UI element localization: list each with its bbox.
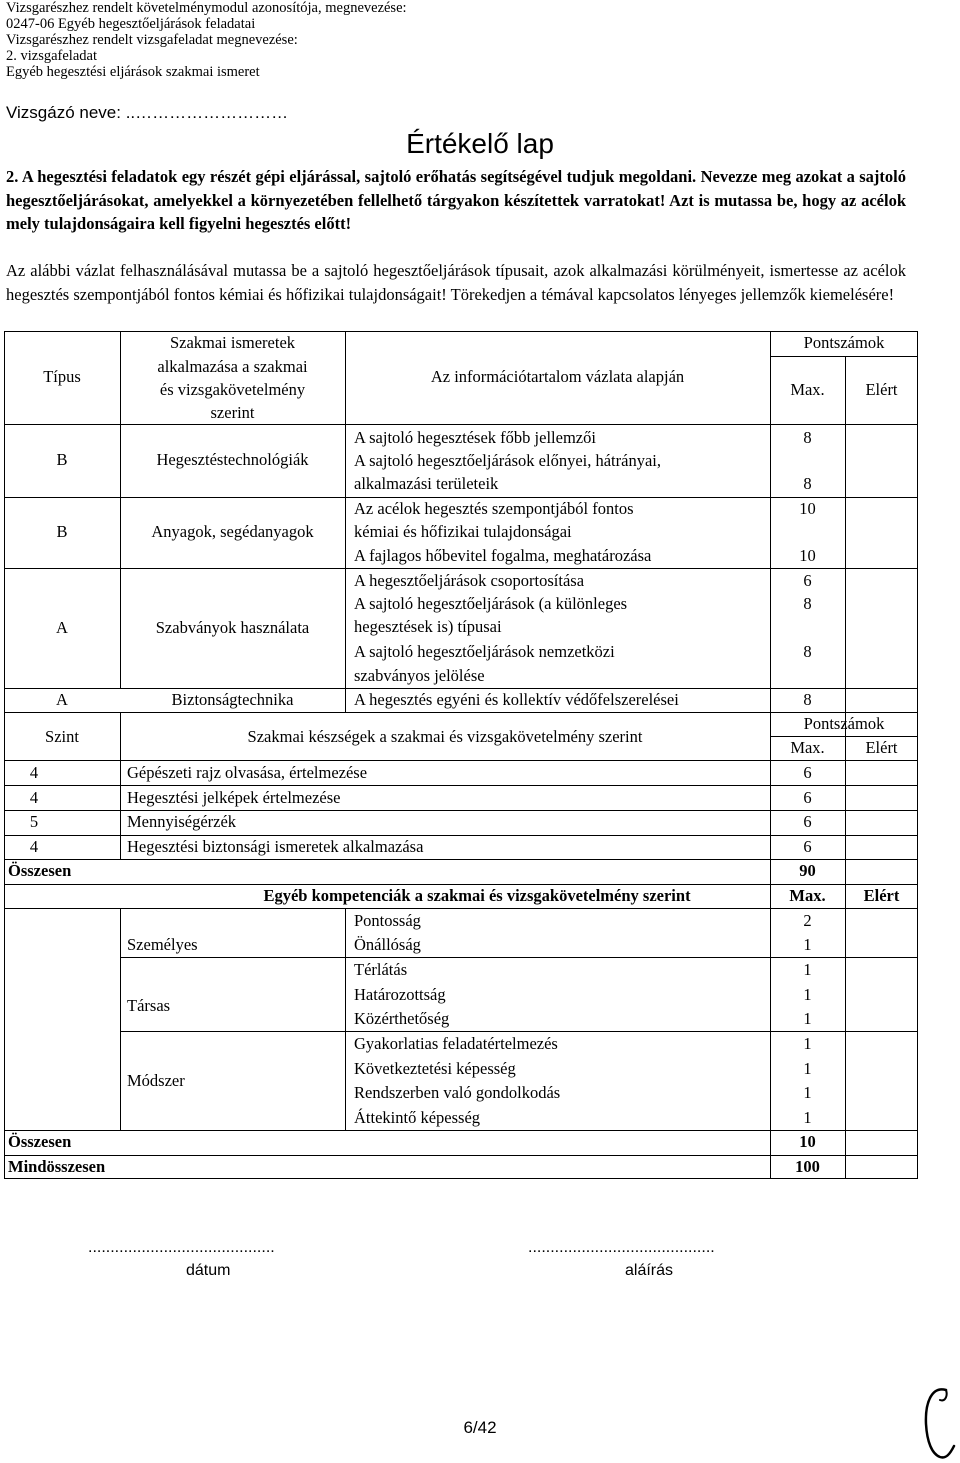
content-cell: kémiai és hőfizikai tulajdonságai: [354, 522, 572, 541]
max-points: 6: [803, 763, 812, 782]
page-number: 6/42: [463, 1418, 497, 1437]
skill-cell: Gépészeti rajz olvasása, értelmezése: [127, 763, 368, 782]
col-header-knowledge: Szakmai ismeretek: [169, 333, 296, 352]
group-method: Módszer: [127, 1071, 185, 1090]
col-header-knowledge: szerint: [210, 403, 255, 422]
max-points: 1: [803, 960, 812, 979]
col-header-points: Pontszámok: [803, 714, 885, 733]
content-cell: A hegesztés egyéni és kollektív védőfelszerelései: [354, 690, 679, 709]
competency-cell: Közérthetőség: [354, 1009, 450, 1028]
header-line: Egyéb hegesztési eljárások szakmai ismeret: [6, 64, 260, 80]
date-dotted-line[interactable]: ..........................................: [88, 1239, 275, 1256]
content-cell: A fajlagos hőbevitel fogalma, meghatározása: [354, 546, 652, 565]
max-points: 6: [803, 788, 812, 807]
header-line: 2. vizsgafeladat: [6, 48, 97, 64]
subtotal-value: 90: [799, 861, 816, 880]
col-header-content: Az információtartalom vázlata alapján: [430, 367, 685, 386]
max-points: 6: [803, 837, 812, 856]
content-cell: Az acélok hegesztés szempontjából fontos: [354, 499, 634, 518]
competency-cell: Gyakorlatias feladatértelmezés: [354, 1034, 558, 1053]
competency-cell: Következtetési képesség: [354, 1059, 516, 1078]
col-header-max: Max.: [790, 738, 825, 757]
max-points: 1: [803, 935, 812, 954]
col-header-points: Pontszámok: [803, 333, 885, 352]
subtotal-value: 10: [799, 1132, 816, 1151]
divider: [770, 356, 918, 357]
max-points: 1: [803, 1034, 812, 1053]
knowledge-cell: Anyagok, segédanyagok: [151, 522, 314, 541]
level-cell: 4: [29, 837, 39, 856]
knowledge-cell: Biztonságtechnika: [171, 690, 294, 709]
max-points: 8: [803, 642, 812, 661]
max-points: 1: [803, 1083, 812, 1102]
signature-label: aláírás: [625, 1262, 674, 1279]
competency-cell: Pontosság: [354, 911, 421, 930]
max-points: 6: [803, 571, 812, 590]
grand-total-value: 100: [795, 1157, 820, 1176]
competency-cell: Áttekintő képesség: [354, 1108, 481, 1127]
content-cell: alkalmazási területeik: [354, 474, 499, 493]
col-header-other-competencies: Egyéb kompetenciák a szakmai és vizsgakövetelmény szerint: [263, 886, 691, 905]
col-header-skills: Szakmai készségek a szakmai és vizsgakövetelmény szerint: [247, 727, 643, 746]
content-cell: A sajtoló hegesztőeljárások előnyei, hátrányai,: [354, 451, 661, 470]
max-points: 10: [799, 499, 816, 518]
col-header-max: Max.: [789, 886, 826, 905]
type-cell: A: [56, 618, 68, 637]
content-cell: szabványos jelölése: [354, 666, 485, 685]
competency-cell: Önállóság: [354, 935, 421, 954]
content-cell: hegesztések is) típusai: [354, 617, 502, 636]
level-cell: 4: [29, 763, 39, 782]
grand-total-label: Mindösszesen: [8, 1157, 106, 1176]
col-header-level: Szint: [45, 727, 79, 746]
type-cell: A: [56, 690, 68, 709]
col-header-elert: Elért: [863, 886, 900, 905]
max-points: 1: [803, 985, 812, 1004]
header-line: Vizsgarészhez rendelt vizsgafeladat megnevezése:: [6, 32, 298, 48]
max-points: 8: [803, 474, 812, 493]
page-title: Értékelő lap: [406, 128, 554, 159]
competency-cell: Határozottság: [354, 985, 446, 1004]
type-cell: B: [56, 450, 68, 469]
skill-cell: Hegesztési jelképek értelmezése: [127, 788, 341, 807]
content-cell: A sajtoló hegesztőeljárások (a különleges: [354, 594, 628, 613]
level-cell: 4: [29, 788, 39, 807]
col-header-elert: Elért: [865, 380, 898, 399]
date-label: dátum: [186, 1262, 231, 1279]
handwritten-initial-icon: [918, 1380, 958, 1462]
document-header: [6, 0, 407, 80]
col-header-knowledge: és vizsgakövetelmény: [159, 380, 306, 399]
skill-cell: Hegesztési biztonsági ismeretek alkalmazása: [127, 837, 424, 856]
max-points: 8: [803, 594, 812, 613]
col-header-elert: Elért: [865, 738, 898, 757]
content-cell: A hegesztőeljárások csoportosítása: [354, 571, 585, 590]
divider: [845, 356, 846, 1179]
level-cell: 5: [29, 812, 39, 831]
knowledge-cell: Szabványok használata: [155, 618, 310, 637]
col-header-knowledge: alkalmazása a szakmai: [157, 357, 308, 376]
subtotal-label: Összesen: [8, 861, 72, 880]
col-header-max: Max.: [790, 380, 825, 399]
header-line: Vizsgarészhez rendelt követelménymodul azonosítója, megnevezése:: [6, 0, 407, 16]
max-points: 6: [803, 812, 812, 831]
type-cell: B: [56, 522, 68, 541]
max-points: 1: [803, 1108, 812, 1127]
max-points: 8: [803, 690, 812, 709]
content-cell: A sajtoló hegesztések főbb jellemzői: [354, 428, 596, 447]
task-description: 2. A hegesztési feladatok egy részét gépi eljárással, sajtoló erőhatás segítségével tudjuk megoldani. Nevezze meg azokat a sajtoló hegesztőeljárásokat, amelyekkel a környezetében fellelhető tárgyakon készítettek varratokat! Azt is mutassa be, hogy az acélok mely tulajdonságaira kell figyelni hegesztés előtt!: [6, 167, 906, 233]
knowledge-cell: Hegesztéstechnológiák: [156, 450, 309, 469]
skill-cell: Mennyiségérzék: [127, 812, 237, 831]
max-points: 10: [799, 546, 816, 565]
group-personal: Személyes: [127, 935, 198, 954]
max-points: 1: [803, 1059, 812, 1078]
max-points: 2: [803, 911, 812, 930]
competency-cell: Térlátás: [354, 960, 408, 979]
header-line: 0247-06 Egyéb hegesztőeljárások feladatai: [6, 16, 256, 32]
col-header-type: Típus: [43, 367, 81, 386]
signature-dotted-line[interactable]: ..........................................: [528, 1239, 715, 1256]
competency-cell: Rendszerben való gondolkodás: [354, 1083, 561, 1102]
subtotal-label: Összesen: [8, 1132, 72, 1151]
divider: [120, 908, 121, 1130]
max-points: 8: [803, 428, 812, 447]
content-cell: A sajtoló hegesztőeljárások nemzetközi: [354, 642, 615, 661]
instructions: Az alábbi vázlat felhasználásával mutassa be a sajtoló hegesztőeljárások típusait, azok alkalmazási körülményeit, ismertesse az acélok hegesztés szempontjából fontos kémiai és hőfizikai tulajdonságait! Törekedjen a témával kapcsolatos lényeges jellemzők kiemelésére!: [6, 261, 906, 304]
group-social: Társas: [127, 996, 171, 1015]
max-points: 1: [803, 1009, 812, 1028]
candidate-name-field[interactable]: Vizsgázó neve: ..………………………: [6, 103, 289, 122]
divider: [345, 908, 346, 1130]
